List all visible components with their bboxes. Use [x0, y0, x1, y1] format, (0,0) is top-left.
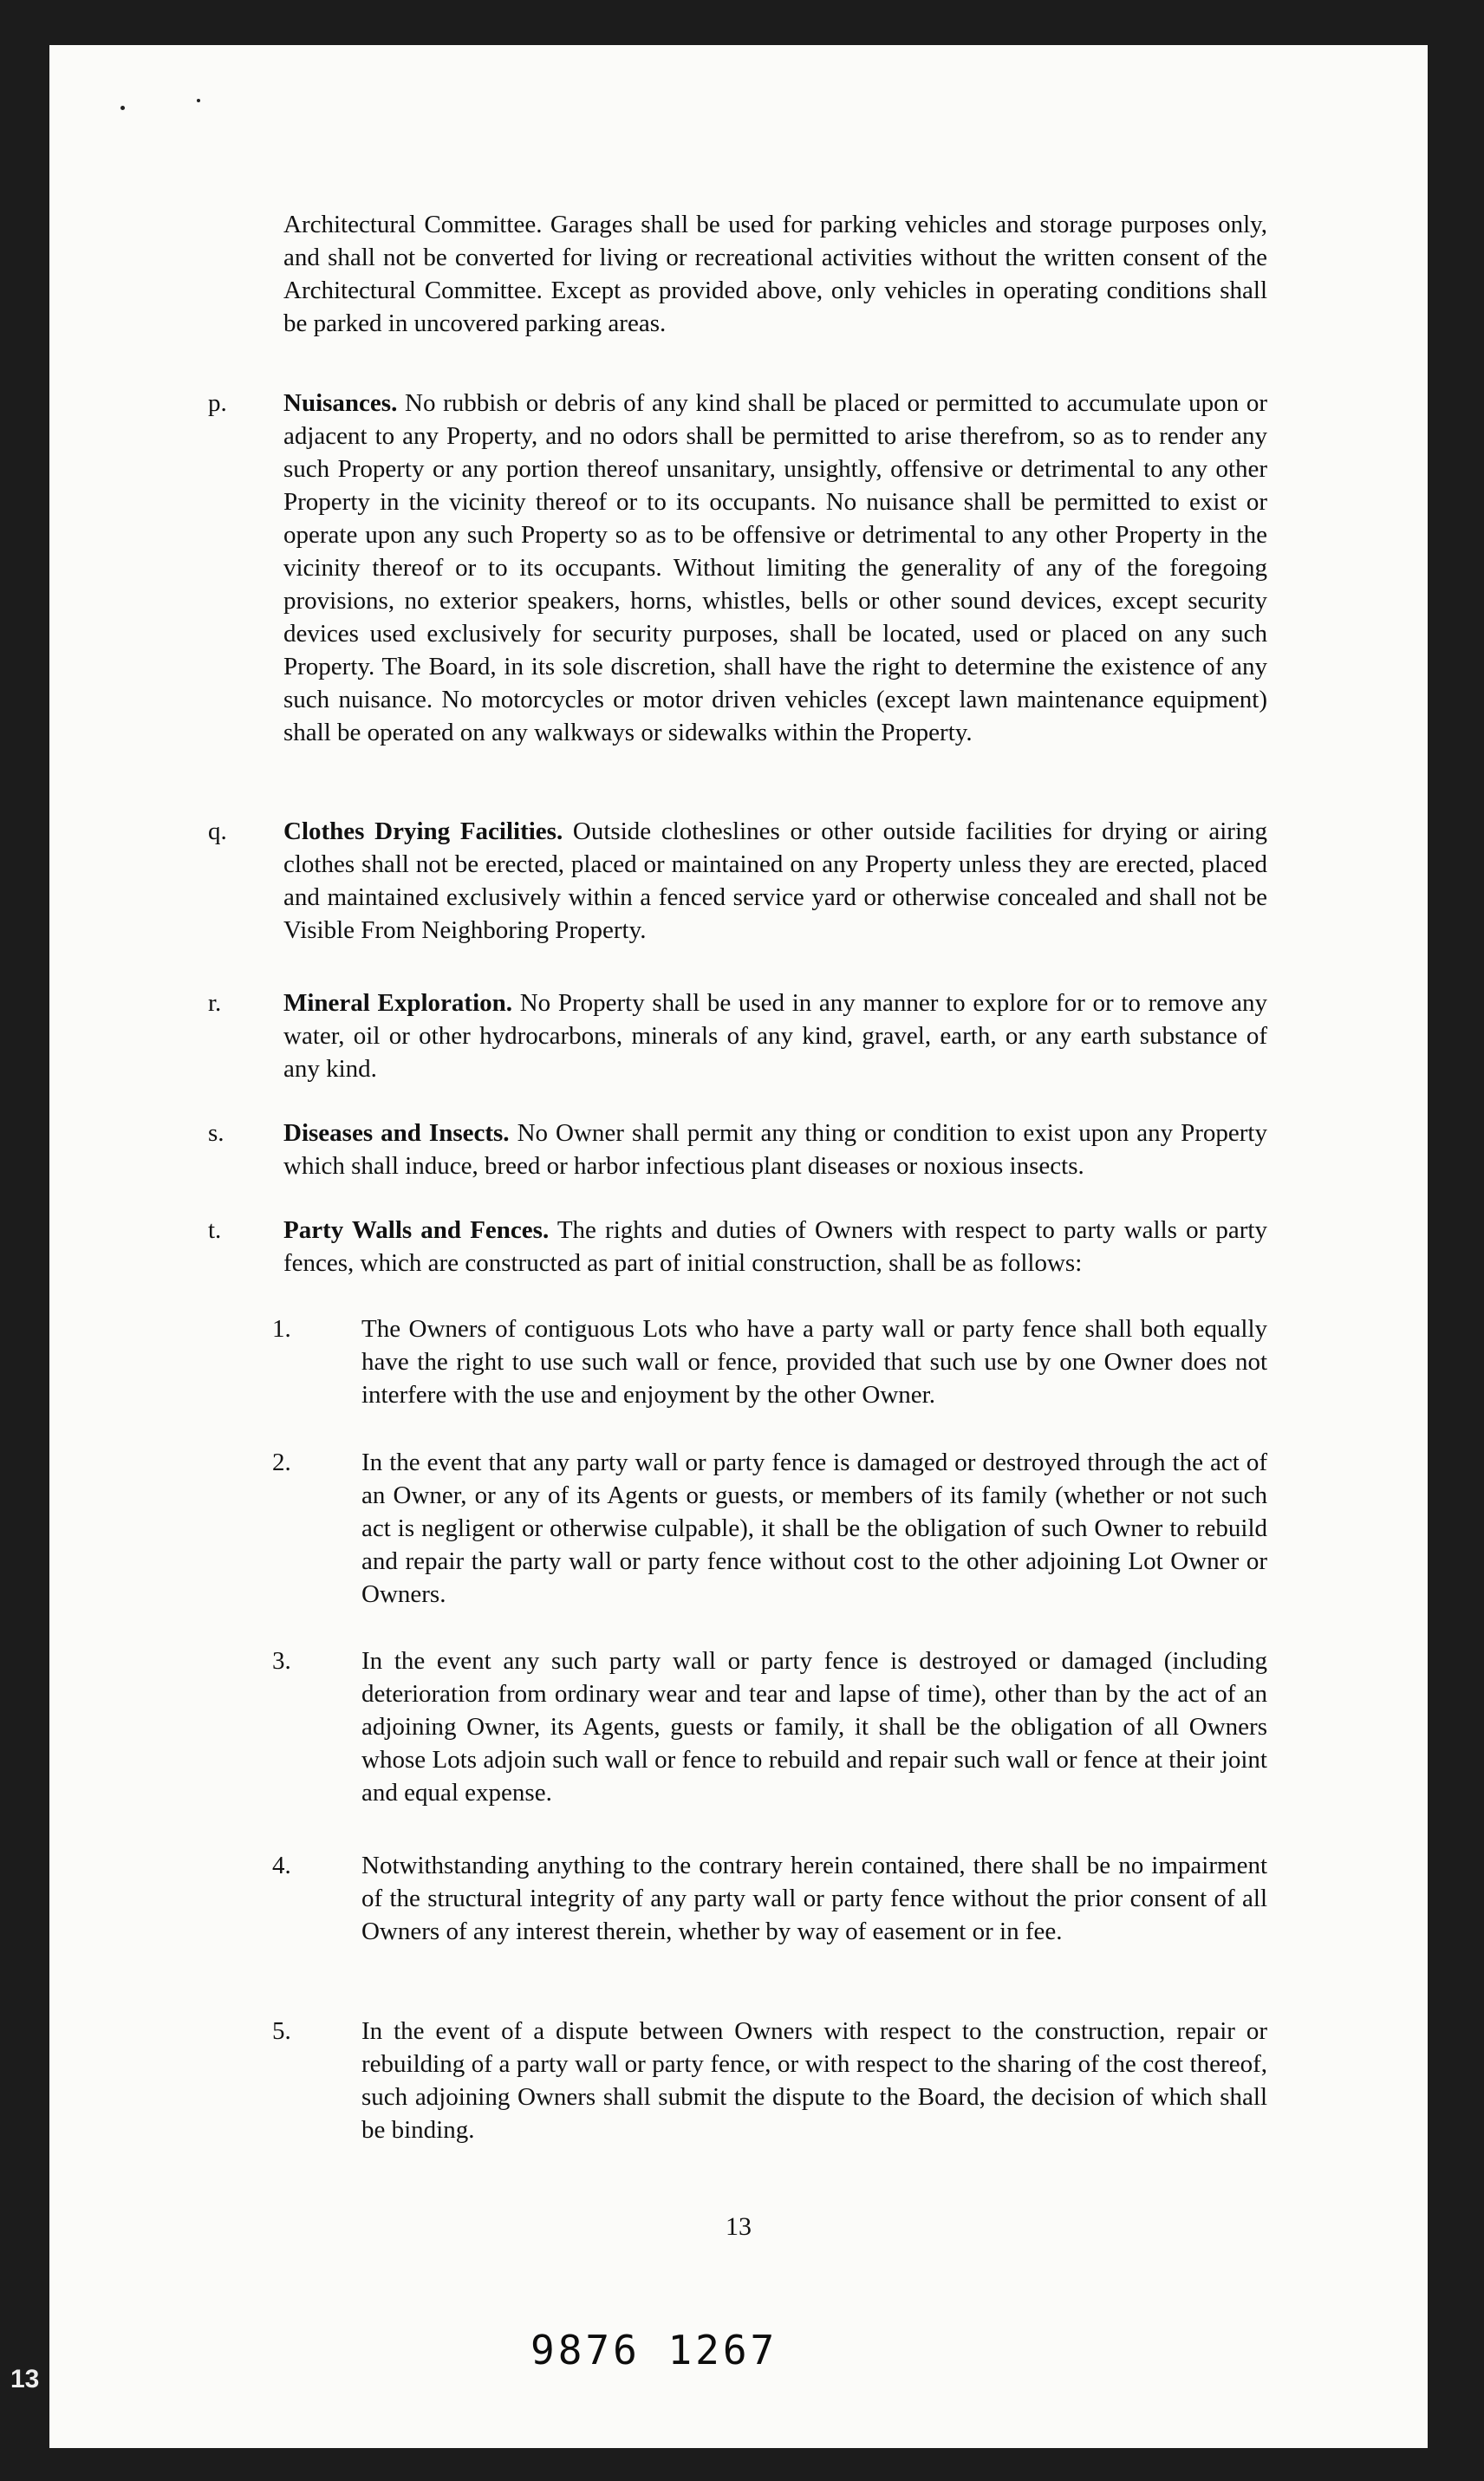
subsection-number: 1.: [272, 1315, 291, 1343]
subsection-text: In the event that any party wall or party fence is damaged or destroyed through the act of an Owner, or any of its Agents or guests, or members of its family (whether or not such act is negligent or otherwise culpable), it shall be the obligation of such Owner to rebuild and repair the party wall or party fence without cost to the other adjoining Lot Owner or Owners.: [361, 1449, 1267, 1608]
subsection-text: In the event any such party wall or party fence is destroyed or damaged (including deterioration from ordinary wear and tear and lapse of time), other than by the act of an adjoining Owner, its Agents, guests or family, it shall be the obligation of all Owners whose Lots adjoin such wall or fence to rebuild and repair such wall or fence at their joint and equal expense.: [361, 1647, 1267, 1807]
section-s-letter: s.: [208, 1119, 225, 1147]
section-r-paragraph: [283, 987, 1267, 1085]
section-t-heading: Party Walls and Fences.: [283, 1216, 550, 1244]
section-r-heading: Mineral Exploration.: [283, 989, 513, 1017]
section-q-text: Outside clotheslines or other outside facilities for drying or airing clothes shall not be erected, placed or maintained on any Property unless they are erected, placed and maintained exclusively within a fenced service yard or otherwise concealed and shall not be Visible From Neighboring Property.: [283, 817, 1267, 944]
subsection-text: Notwithstanding anything to the contrary herein contained, there shall be no impairment of the structural integrity of any party wall or party fence without the prior consent of all Owners of any interest therein, whether by way of easement or in fee.: [361, 1852, 1267, 1945]
section-t-letter: t.: [208, 1216, 222, 1244]
scan-speck: [120, 106, 125, 110]
section-p-heading: Nuisances.: [283, 389, 398, 417]
section-s-text: No Owner shall permit any thing or condition to exist upon any Property which shall induce, breed or harbor infectious plant diseases or noxious insects.: [283, 1119, 1267, 1180]
record-stamp: 9876 1267: [530, 2327, 778, 2374]
subsection-number: 2.: [272, 1449, 291, 1476]
subsection-number: 4.: [272, 1852, 291, 1879]
edge-mark: 13: [10, 2365, 40, 2393]
section-p-text: No rubbish or debris of any kind shall be placed or permitted to accumulate upon or adjacent to any Property, and no odors shall be permitted to arise therefrom, so as to render any such Property or any portion thereof unsanitary, unsightly, offensive or detrimental to any other Property in the vicinity thereof or to its occupants. No nuisance shall be permitted to exist or operate upon any such Property so as to be offensive or detrimental to any other Property in the vicinity thereof or to its occupants. Without limiting the generality of any of the foregoing provisions, no exterior speakers, horns, whistles, bells or other sound devices, except security devices used exclusively for security purposes, shall be located, used or placed on any such Property. The Board, in its sole discretion, shall have the right to determine the existence of any such nuisance. No motorcycles or motor driven vehicles (except lawn maintenance equipment) shall be operated on any walkways or sidewalks within the Property.: [283, 389, 1268, 746]
subsection-number: 3.: [272, 1647, 291, 1675]
section-s-paragraph: [283, 1117, 1267, 1182]
section-q-paragraph: [283, 815, 1267, 947]
subsection-text: In the event of a dispute between Owners with respect to the construction, repair or rebuilding of a party wall or party fence, or with respect to the sharing of the cost thereof, such adjoining Owners shall submit the dispute to the Board, the decision of which shall be binding.: [361, 2017, 1267, 2144]
page-number: 13: [726, 2212, 752, 2241]
section-p-paragraph: [283, 387, 1267, 749]
subsection-number: 5.: [272, 2017, 291, 2045]
section-p-letter: p.: [208, 389, 227, 417]
section-r-letter: r.: [208, 989, 222, 1017]
intro-paragraph: Architectural Committee. Garages shall be used for parking vehicles and storage purposes only, and shall not be converted for living or recreational activities without the written consent of the Architectural Committee. Except as provided above, only vehicles in operating conditions shall be parked in uncovered parking areas.: [283, 211, 1267, 337]
subsection-text: The Owners of contiguous Lots who have a party wall or party fence shall both equally have the right to use such wall or fence, provided that such use by one Owner does not interfere with the use and enjoyment by the other Owner.: [361, 1315, 1267, 1409]
section-q-heading: Clothes Drying Facilities.: [283, 817, 563, 845]
section-t-paragraph: [283, 1214, 1267, 1280]
section-s-heading: Diseases and Insects.: [283, 1119, 510, 1147]
document-page: [49, 45, 1428, 2448]
section-t-text: The rights and duties of Owners with respect to party walls or party fences, which are constructed as part of initial construction, shall be as follows:: [283, 1216, 1267, 1277]
scan-speck: [197, 99, 200, 102]
section-q-letter: q.: [208, 817, 227, 845]
section-r-text: No Property shall be used in any manner to explore for or to remove any water, oil or other hydrocarbons, minerals of any kind, gravel, earth, or any earth substance of any kind.: [283, 989, 1268, 1083]
